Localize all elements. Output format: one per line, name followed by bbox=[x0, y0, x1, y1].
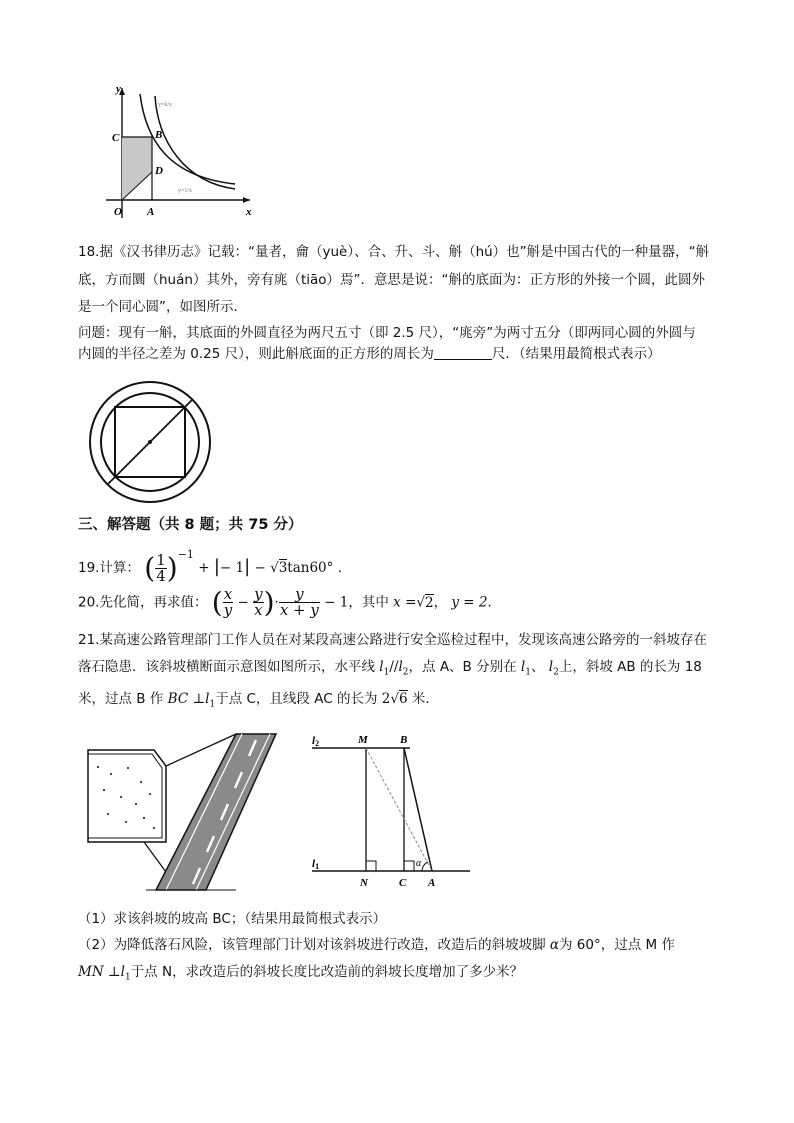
q18-line5-text-a: 内圆的半径之差为 0.25 尺），则此斛底面的正方形的周长为 bbox=[78, 346, 434, 362]
q19: 19.计算： ( $\frac{1}{4}$ )$^{-1}$ + |− 1| − √3tan60° ． bbox=[78, 548, 352, 585]
q20-prefix: 20.先化简，再求值： bbox=[78, 594, 208, 611]
q18-line5 bbox=[78, 342, 661, 366]
slope-geometry-figure bbox=[300, 728, 475, 893]
q19-frac-num: 1 bbox=[156, 550, 166, 569]
q21-line2 bbox=[78, 655, 702, 685]
q21-l1c: l bbox=[205, 691, 210, 707]
q21-line3-c: 米． bbox=[411, 691, 439, 707]
q18-line3: 是一个同心圆”，如图所示． bbox=[78, 299, 247, 315]
q20-f3-num: y bbox=[295, 585, 304, 603]
q21-part2-line2 bbox=[78, 960, 523, 990]
point-o-label: O bbox=[114, 206, 122, 218]
q20-f1-den: y bbox=[223, 601, 233, 619]
point-b-label: B bbox=[155, 129, 163, 141]
label-a: A bbox=[428, 877, 436, 889]
q21-l1d: l bbox=[120, 964, 125, 980]
q21-line2-c: 、 bbox=[530, 659, 545, 675]
q21-part2-b: 为 60°，过点 M 作 bbox=[559, 937, 675, 953]
label-l2: l2 bbox=[312, 735, 320, 748]
q20-f1-num: x bbox=[223, 585, 233, 603]
section-title: 三、解答题（共 8 题；共 75 分） bbox=[78, 517, 303, 533]
svg-text:y=k/x: y=k/x bbox=[158, 102, 173, 108]
q19-radicand: 3 bbox=[278, 560, 288, 576]
q21-line3-b: 于点 C，且线段 AC 的长为 bbox=[215, 691, 378, 707]
q21-part2-line1 bbox=[78, 933, 675, 957]
q21-l1d-sub: 1 bbox=[124, 972, 131, 983]
q21-parallel: // bbox=[389, 659, 399, 675]
point-c-label: C bbox=[112, 132, 120, 144]
q21-line2-b: ，点 A、B 分别在 bbox=[408, 659, 517, 675]
label-n: N bbox=[360, 877, 368, 889]
q18-line4: 问题：现有一斛，其底面的外圆直径为两尺五寸（即 2.5 尺），“庣旁”为两寸五分（即两同心圆的外圆与 bbox=[78, 325, 696, 341]
point-d-label: D bbox=[155, 165, 163, 177]
answer-blank[interactable] bbox=[434, 345, 492, 360]
label-c: C bbox=[399, 877, 407, 889]
q21-l1b: l bbox=[520, 659, 526, 675]
q20-tail: − 1，其中 bbox=[324, 594, 389, 611]
road-slope-illustration bbox=[86, 732, 281, 892]
q21-line1: 21.某高速公路管理部门工作人员在对某段高速公路进行安全巡检过程中，发现该高速公路旁的一斜坡存在 bbox=[78, 632, 707, 648]
q21-part1: （1）求该斜坡的坡高 BC；（结果用最简根式表示） bbox=[78, 911, 387, 927]
q19-plus: + bbox=[198, 560, 210, 576]
q21-line3-a: 米，过点 B 作 bbox=[78, 691, 164, 707]
q19-function: tan60° bbox=[287, 560, 334, 576]
axis-x-label: x bbox=[246, 206, 252, 218]
q19-end: ． bbox=[337, 560, 352, 576]
label-b: B bbox=[400, 734, 408, 746]
q21-mn-perp: MN ⊥ bbox=[78, 964, 121, 980]
q20-f2-den: x bbox=[254, 601, 263, 619]
q18-line2: 底，方而圜（huán）其外，旁有庣（tiāo）焉”．意思是说：“斛的底面为：正方形的外接一个圆，此圆外 bbox=[78, 272, 706, 288]
point-a-label: A bbox=[147, 206, 155, 218]
q19-minus: − bbox=[254, 560, 266, 576]
q20-cond-x: x = bbox=[393, 594, 417, 611]
q20-end: ． bbox=[487, 594, 502, 611]
q20-comma: ， bbox=[433, 594, 448, 611]
q19-frac-den: 4 bbox=[156, 566, 166, 585]
q20: 20.先化简，再求值： ( $\frac{x}{y}$ − $\frac{y}{x}$ )· $\frac{y}{x + y}$ − 1，其中 x =√2， y = 2． bbox=[78, 585, 502, 619]
q21-part2-c: 于点 N，求改造后的斜坡长度比改造前的斜坡长度增加了多少米？ bbox=[130, 964, 524, 980]
hyperbola-graph bbox=[100, 82, 260, 222]
q21-l1a: l bbox=[379, 659, 384, 675]
q20-f2-num: y bbox=[254, 585, 263, 603]
q21-l1a-sub: 1 bbox=[383, 667, 390, 678]
q19-exponent: −1 bbox=[177, 548, 194, 561]
q21-line2-a: 落石隐患．该斜坡横断面示意图如图所示，水平线 bbox=[78, 659, 375, 675]
q19-prefix: 19.计算： bbox=[78, 560, 140, 576]
q20-cond-x-radicand: 2 bbox=[425, 594, 434, 611]
q21-alpha: α bbox=[549, 937, 560, 953]
q21-line2-d: 上，斜坡 AB 的长为 18 bbox=[558, 659, 702, 675]
q21-coef: 2 bbox=[381, 691, 391, 707]
axis-y-label: y bbox=[116, 83, 121, 95]
q21-l2b: l bbox=[548, 659, 554, 675]
q21-part2-a: （2）为降低落石风险，该管理部门计划对该斜坡进行改造，改造后的斜坡坡脚 bbox=[78, 937, 546, 953]
q20-cond-y: y = 2 bbox=[451, 594, 488, 611]
label-l1: l1 bbox=[312, 858, 320, 871]
q18-line5-text-b: 尺．（结果用最简根式表示） bbox=[491, 346, 661, 362]
q21-l2a: l bbox=[398, 659, 403, 675]
circle-square-figure bbox=[80, 380, 220, 504]
svg-text:y=1/x: y=1/x bbox=[178, 188, 193, 194]
q21-l1c-sub: 1 bbox=[209, 699, 216, 710]
q18-line1: 18.据《汉书律历志》记载：“量者，龠（yuè）、合、升、斗、斛（hú）也”斛是中国古代的一种量器，“斛 bbox=[78, 244, 710, 260]
q21-line3: 米，过点 B 作 BC $\perp l_1$于点 C，且线段 AC 的长为 2√6 米． bbox=[78, 691, 439, 710]
q20-f3-den: x + y bbox=[279, 601, 319, 619]
q21-l2b-sub: 2 bbox=[553, 667, 559, 678]
label-alpha: α bbox=[416, 858, 422, 869]
q19-abs-value: − 1 bbox=[219, 560, 245, 576]
q21-l2a-sub: 2 bbox=[402, 667, 409, 678]
q21-radicand: 6 bbox=[398, 691, 408, 707]
q21-bc-perp: BC ⊥ bbox=[167, 691, 206, 707]
q21-l1b-sub: 1 bbox=[525, 667, 531, 678]
label-m: M bbox=[358, 734, 368, 746]
